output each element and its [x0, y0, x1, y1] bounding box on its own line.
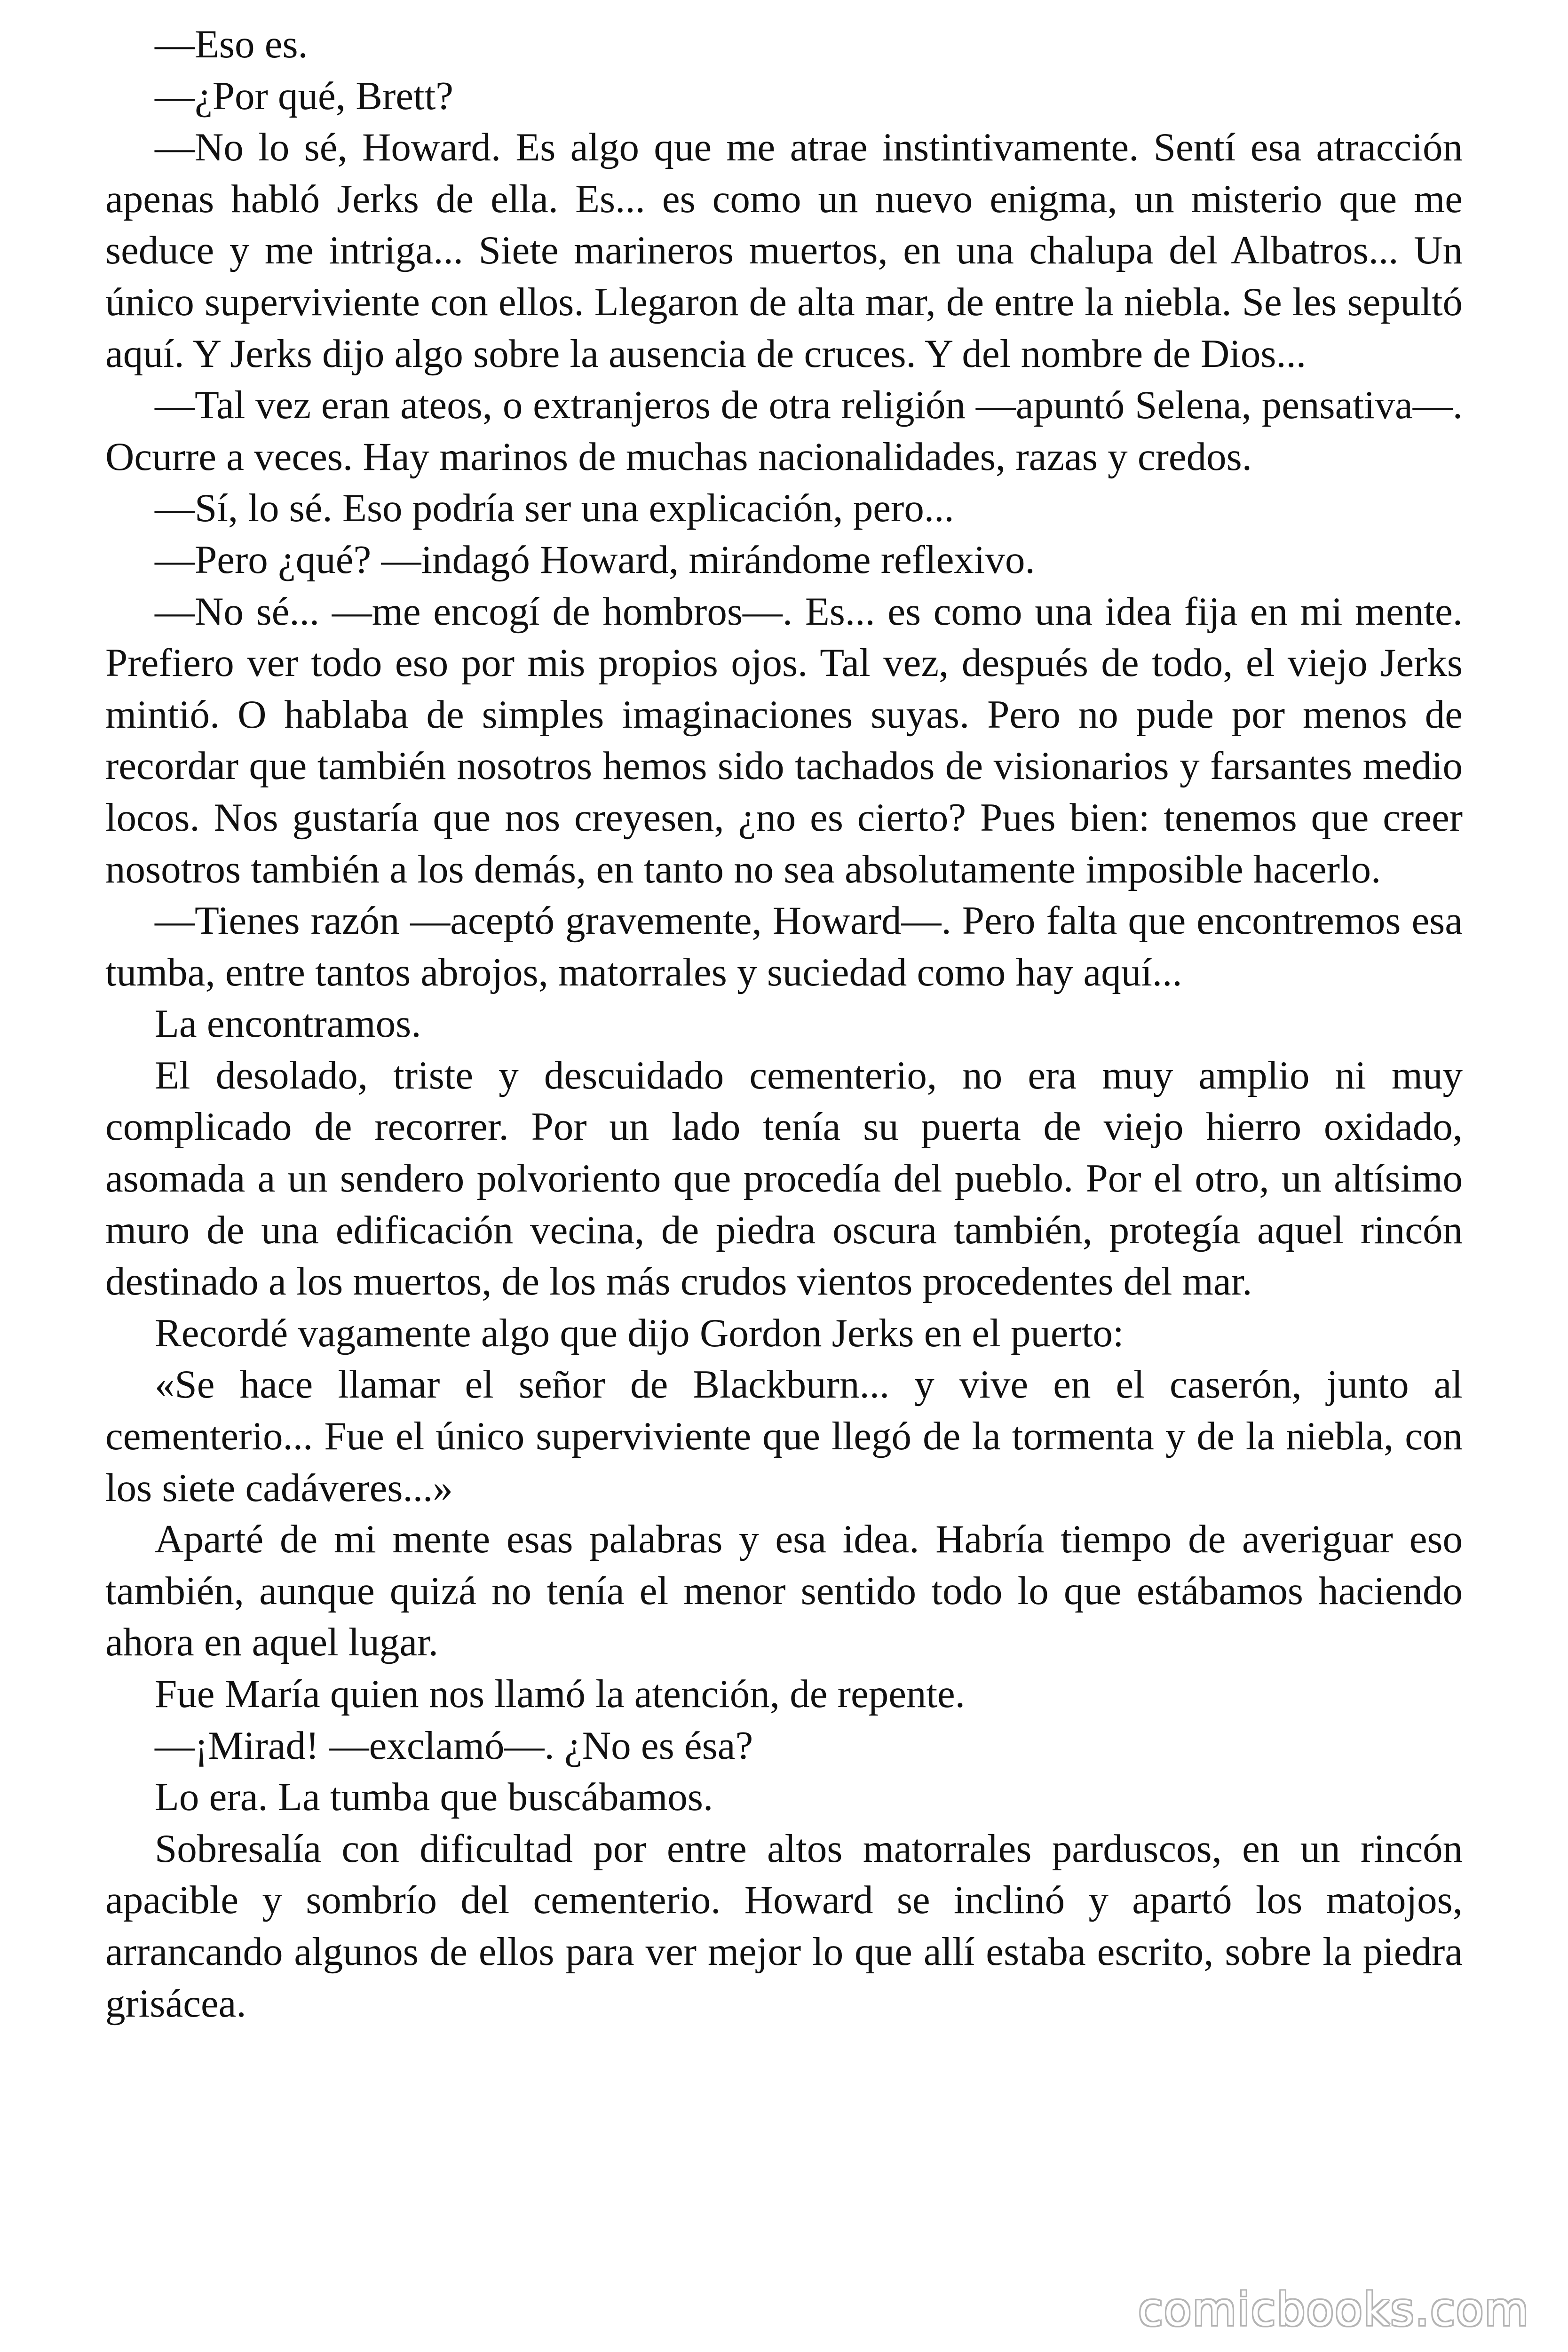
- paragraph: —¡Mirad! —exclamó—. ¿No es ésa?: [155, 1723, 753, 1768]
- paragraph: —Sí, lo sé. Eso podría ser una explicación, pero...: [155, 486, 954, 531]
- paragraph: —No sé... —me encogí de hombros—. Es... es como una idea fija en mi mente. Prefiero ver todo eso por mis propios ojos. Tal vez, después de todo, el viejo Jerks mintió. O hablaba de simples imaginaciones suyas. Pero no pude por menos de recordar que también nosotros hemos sido tachados de visionarios y farsantes medio locos. Nos gustaría que nos creyesen, ¿no es cierto? Pues bien: tenemos que creer nosotros también a los demás, en tanto no sea absolutamente imposible hacerlo.: [105, 589, 1463, 891]
- paragraph: Fue María quien nos llamó la atención, de repente.: [155, 1672, 966, 1716]
- book-page: [105, 19, 1463, 2258]
- site-watermark: comicbooks.com: [1138, 2283, 1529, 2336]
- paragraph: «Se hace llamar el señor de Blackburn... y vive en el caserón, junto al cementerio... Fue el único superviviente que llegó de la tormenta y de la niebla, con los siete cadáveres...»: [105, 1362, 1463, 1510]
- paragraph: La encontramos.: [155, 1001, 421, 1046]
- paragraph: Sobresalía con dificultad por entre altos matorrales parduscos, en un rincón apacible y sombrío del cementerio. Howard se inclinó y apartó los matojos, arrancando algunos de ellos para ver mejor lo que allí estaba escrito, sobre la piedra grisácea.: [105, 1826, 1463, 2026]
- paragraph: —Tienes razón —aceptó gravemente, Howard—. Pero falta que encontremos esa tumba, entre tantos abrojos, matorrales y suciedad como hay aquí...: [105, 898, 1463, 994]
- paragraph: Aparté de mi mente esas palabras y esa idea. Habría tiempo de averiguar eso también, aunque quizá no tenía el menor sentido todo lo que estábamos haciendo ahora en aquel lugar.: [105, 1517, 1463, 1665]
- paragraph: Recordé vagamente algo que dijo Gordon Jerks en el puerto:: [155, 1311, 1124, 1355]
- paragraph: —Pero ¿qué? —indagó Howard, mirándome reflexivo.: [155, 537, 1035, 582]
- paragraph: El desolado, triste y descuidado cementerio, no era muy amplio ni muy complicado de recorrer. Por un lado tenía su puerta de viejo hierro oxidado, asomada a un sendero polvoriento que procedía del pueblo. Por el otro, un altísimo muro de una edificación vecina, de piedra oscura también, protegía aquel rincón destinado a los muertos, de los más crudos vientos procedentes del mar.: [105, 1053, 1463, 1304]
- paragraph: —No lo sé, Howard. Es algo que me atrae instintivamente. Sentí esa atracción apenas habló Jerks de ella. Es... es como un nuevo enigma, un misterio que me seduce y me intriga... Siete marineros muertos, en una chalupa del Albatros... Un único superviviente con ellos. Llegaron de alta mar, de entre la niebla. Se les sepultó aquí. Y Jerks dijo algo sobre la ausencia de cruces. Y del nombre de Dios...: [105, 125, 1463, 376]
- paragraph: —Tal vez eran ateos, o extranjeros de otra religión —apuntó Selena, pensativa—. Ocurre a veces. Hay marinos de muchas nacionalidades, razas y credos.: [105, 383, 1463, 479]
- paragraph: —Eso es.: [155, 22, 308, 66]
- paragraph: —¿Por qué, Brett?: [155, 73, 453, 118]
- paragraph: Lo era. La tumba que buscábamos.: [155, 1775, 713, 1820]
